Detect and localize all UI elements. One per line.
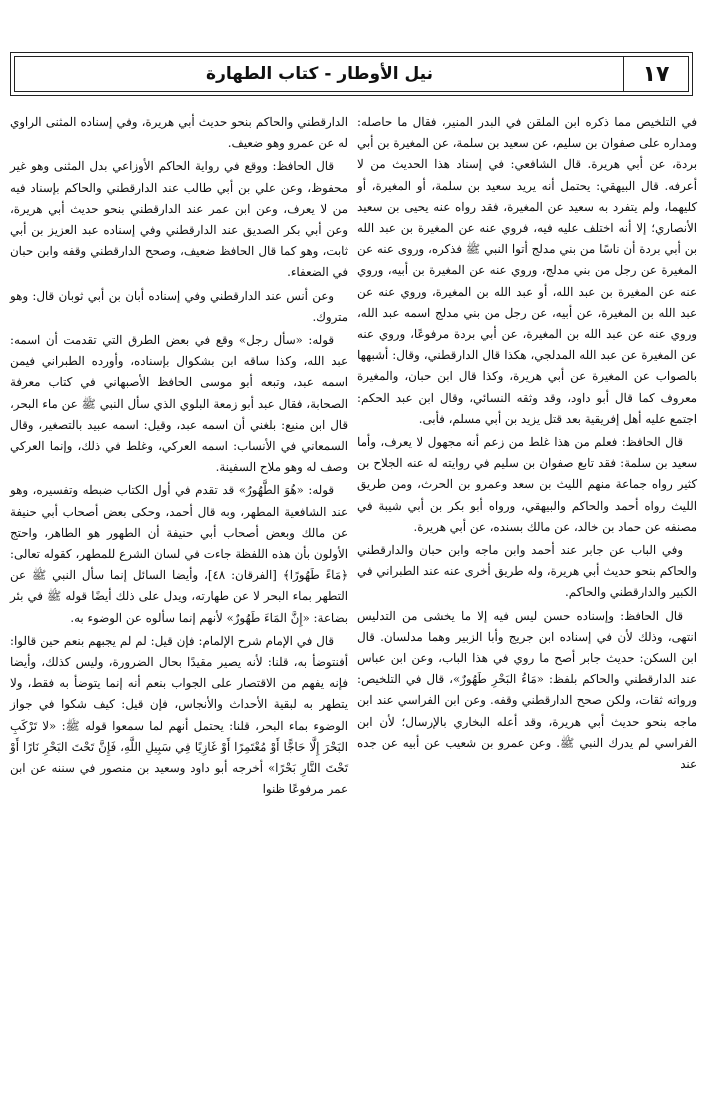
paragraph: وفي الباب عن جابر عند أحمد وابن ماجه وابن حبان والدارقطني والحاكم بنحو حديث أبي هريرة، وله طريق أخرى عنه عند الطبراني في الكبير والدارقطني والحاكم. bbox=[357, 543, 697, 600]
paragraph: قال الحافظ: وإسناده حسن ليس فيه إلا ما يخشى من التدليس انتهى، وذلك لأن في إسناده ابن جريج وأبا الزبير وهما مدلسان. قال ابن السكن: حديث جابر أصح ما روي في هذا الباب، وعن ابن عباس عند الدارقطني والحاكم بلفظ: «مَاءُ البَحْرِ طَهُورٌ»، قال في التلخيص: ورواته ثقات، ولكن صحح الدارقطني وقفه. وعن ابن الفراسي عند ابن ماجه بنحو حديث أبي هريرة، وقد أعله البخاري بالإرسال؛ لأن ابن الفراسي لم يدرك النبي ﷺ. وعن عمرو بن شعيب عن أبيه عن جده عند bbox=[357, 608, 697, 772]
paragraph: قال الحافظ: فعلم من هذا غلط من زعم أنه مجهول لا يعرف، وأما سعيد بن سلمة: فقد تابع صفوان بن سليم في روايته له عنه الجلاح بن كثير رواه جماعة منهم الليث بن سعد وعمرو بن الحرث، ومن طريق الليث رواه أحمد والحاكم والبيهقي، ورواه أبو بكر بن أبي شيبة في مصنفه عن حماد بن خالد، عن مالك بسنده، عن أبي هريرة. bbox=[357, 435, 697, 534]
page-header bbox=[10, 52, 693, 96]
left-column bbox=[10, 112, 348, 803]
right-column bbox=[357, 112, 697, 777]
paragraph: قال في الإمام شرح الإلمام: فإن قيل: لم لم يجبهم بنعم حين قالوا: أفنتوضأ به، قلنا: لأنه يصير مقيدًا بحال الضرورة، وليس كذلك، وأيضا فإنه يفهم من الاقتصار على الجواب بنعم أنه إنما يتوضأ به فقط، ولا يتطهر به لبقية الأحداث والأنجاس، فإن قيل: كيف شكوا في جواز الوضوء بماء البحر، قلنا: يحتمل أنهم لما سمعوا قوله ﷺ: «لا تَرْكَبِ البَحْرَ إِلَّا حَاجًّا أَوْ مُعْتَمِرًا أَوْ غَازِيًا فِي سَبِيلِ اللَّهِ، فَإِنَّ تَحْتَ البَحْرِ نَارًا أَوْ تَحْتَ النَّارِ بَحْرًا» أخرجه أبو داود وسعيد بن منصور في سننه عن ابن عمر مرفوعًا ظنوا bbox=[10, 633, 348, 797]
paragraph: الدارقطني والحاكم بنحو حديث أبي هريرة، وفي إسناده المثنى الراوي له عن عمرو وهو ضعيف. bbox=[10, 115, 348, 151]
page-number: ١٧ bbox=[623, 57, 688, 91]
header-frame bbox=[14, 56, 689, 92]
paragraph: قوله: «سأل رجل» وقع في بعض الطرق التي تقدمت أن اسمه: عبد الله، وكذا ساقه ابن بشكوال بإسناده، وأورده الطبراني فيمن اسمه عبد، وتبعه أبو موسى الحافظ الأصبهاني في كتاب معرفة الصحابة، فقال عبد أبو زمعة البلوي الذي سأل النبي ﷺ عن ماء البحر، قال ابن منيع: بلغني أن اسمه عبد، وقيل: اسمه عبيد بالتصغير، وقال السمعاني في الأنساب: اسمه العركي، وغلط في ذلك، وإنما العركي وصف له وهو ملاح السفينة. bbox=[10, 333, 348, 475]
running-title: نيل الأوطار - كتاب الطهارة bbox=[206, 64, 433, 84]
paragraph: قوله: «هُوَ الطَّهُورُ» قد تقدم في أول الكتاب ضبطه وتفسيره، وهو عند الشافعية المطهر، وبه قال أحمد، وحكى بعض أصحاب أبي حنيفة عن مالك وبعض أصحاب أبي حنيفة أن الطهور هو الطاهر، واحتج الأولون بأن هذه اللفظة جاءت في لسان الشرع للمطهر، كقوله تعالى: ﴿مَاءً طَهُورًا﴾ [الفرقان: ٤٨]، وأيضا السائل إنما سأل النبي ﷺ عن التطهر بماء البحر لا عن طهارته، ويدل على ذلك أيضًا قوله ﷺ في بئر بضاعة: «إِنَّ المَاءَ طَهُورٌ» لأنهم إنما سألوه عن الوضوء به. bbox=[10, 483, 348, 625]
paragraph: وعن أنس عند الدارقطني وفي إسناده أبان بن أبي ثوبان قال: وهو متروك. bbox=[10, 288, 348, 324]
paragraph: قال الحافظ: ووقع في رواية الحاكم الأوزاعي بدل المثنى وهو غير محفوظ، وعن علي بن أبي طالب عند الدارقطني والحاكم بإسناد فيه من لا يعرف، وعن ابن عمر عند الدارقطني بنحو حديث أبي هريرة، وعن أبي بكر الصديق عند الدارقطني وفي إسناده عبد العزيز بن أبي ثابت، وهو كما قال الحافظ ضعيف، وصحح الدارقطني وقفه وابن حبان في الضعفاء. bbox=[10, 159, 348, 280]
paragraph: في التلخيص مما ذكره ابن الملقن في البدر المنير، فقال ما حاصله: ومداره على صفوان بن سليم، عن سعيد بن سلمة، عن المغيرة بن أبي بردة، عن أبي هريرة. قال الشافعي: في إسناد هذا الحديث من لا أعرفه. قال البيهقي: يحتمل أنه يريد سعيد بن سلمة، أو المغيرة، أو كليهما، ولم يتفرد به سعيد عن المغيرة، فقد رواه عنه يحيى بن سعيد الأنصاري؛ إلا أنه اختلف عليه فيه، فروي عنه عن المغيرة بن عبد الله بن أبي بردة أن ناسًا من بني مدلج أتوا النبي ﷺ فذكره، وروى عنه عن المغيرة عن رجل من بني مدلج، وروي عنه عن المغيرة بن أبيه، وروي عنه عن المغيرة بن عبد الله، أو عبد الله بن المغيرة، وروي عنه عن عبد الله بن المغيرة، عن أبيه، عن رجل من بني مدلج اسمه عبد الله، وروي عنه عن عبد الله بن المغيرة، عن أبي بردة مرفوعًا، وروي عنه عن المغيرة عن عبد الله المدلجي، هكذا قال الدارقطني، وقال: أشبهها بالصواب عن المغيرة عن أبي هريرة، وكذا قال ابن حبان، والمغيرة معروف كما قال أبو داود، وقد وثقه النسائي، وقال ابن عبد الحكم: اجتمع عليه أهل إفريقية بعد قتل يزيد بن أبي مسلم، فأبى. bbox=[357, 115, 697, 426]
